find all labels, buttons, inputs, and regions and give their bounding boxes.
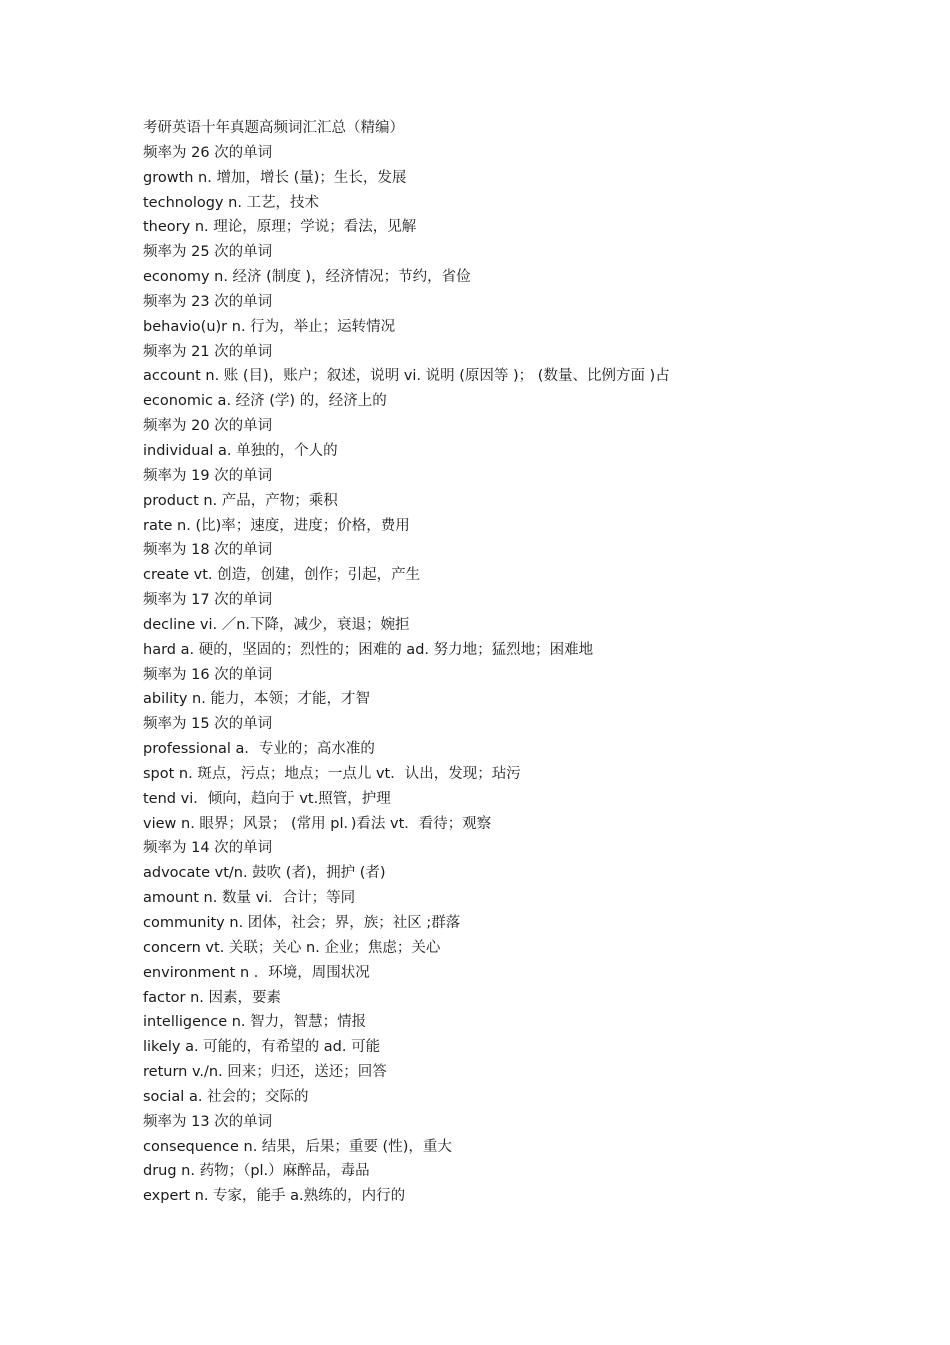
vocabulary-entry: individual a. 单独的，个人的 (143, 442, 338, 459)
vocabulary-entry: drug n. 药物；（pl.）麻醉品，毒品 (143, 1163, 370, 1180)
vocabulary-entry: view n. 眼界；风景； (常用 pl．)看法 vt．看待；观察 (143, 815, 492, 832)
vocabulary-entry: likely a. 可能的，有希望的 ad. 可能 (143, 1039, 381, 1056)
vocabulary-entry: spot n. 斑点，污点；地点；一点儿 vt．认出，发现；玷污 (143, 765, 521, 782)
frequency-heading: 频率为 16 次的单词 (143, 666, 273, 683)
vocabulary-entry: behavio(u)r n. 行为，举止；运转情况 (143, 318, 396, 335)
vocabulary-entry: social a. 社会的；交际的 (143, 1088, 309, 1105)
vocabulary-entry: growth n. 增加，增长 (量)；生长，发展 (143, 169, 407, 186)
vocabulary-entry: hard a. 硬的，坚固的；烈性的；困难的 ad. 努力地；猛烈地；困难地 (143, 641, 594, 658)
vocabulary-entry: concern vt. 关联；关心 n. 企业；焦虑；关心 (143, 939, 441, 956)
vocabulary-entry: decline vi. ／n.下降，减少，衰退；婉拒 (143, 616, 410, 633)
vocabulary-entry: rate n. (比)率；速度，进度；价格，费用 (143, 517, 410, 534)
frequency-heading: 频率为 17 次的单词 (143, 592, 273, 609)
frequency-heading: 频率为 14 次的单词 (143, 840, 273, 857)
frequency-heading: 频率为 13 次的单词 (143, 1113, 273, 1130)
vocabulary-entry: intelligence n. 智力，智慧；情报 (143, 1014, 367, 1031)
frequency-heading: 频率为 20 次的单词 (143, 418, 273, 435)
frequency-heading: 频率为 18 次的单词 (143, 542, 273, 559)
frequency-heading: 频率为 23 次的单词 (143, 293, 273, 310)
frequency-heading: 频率为 25 次的单词 (143, 244, 273, 261)
vocabulary-entry: return v./n. 回来；归还，送还；回答 (143, 1064, 387, 1081)
vocabulary-entry: economic a. 经济 (学) 的，经济上的 (143, 393, 387, 410)
vocabulary-entry: account n. 账 (目)，账户；叙述，说明 vi. 说明 (原因等 )； (数量、比例方面 )占 (143, 368, 670, 385)
vocabulary-entry: tend vi．倾向，趋向于 vt.照管，护理 (143, 790, 391, 807)
vocabulary-entry: environment n ．环境，周围状况 (143, 964, 370, 981)
document-body (143, 116, 923, 1209)
vocabulary-entry: consequence n. 结果，后果；重要 (性)，重大 (143, 1138, 452, 1155)
vocabulary-entry: technology n. 工艺，技术 (143, 194, 320, 211)
frequency-heading: 频率为 21 次的单词 (143, 343, 273, 360)
vocabulary-entry: product n. 产品，产物；乘积 (143, 492, 338, 509)
vocabulary-list (143, 141, 923, 1209)
frequency-heading: 频率为 19 次的单词 (143, 467, 273, 484)
vocabulary-entry: professional a．专业的；高水准的 (143, 741, 375, 758)
frequency-heading: 频率为 15 次的单词 (143, 716, 273, 733)
vocabulary-entry: create vt. 创造，创建，创作；引起，产生 (143, 567, 421, 584)
vocabulary-entry: advocate vt/n. 鼓吹 (者)，拥护 (者) (143, 865, 386, 882)
vocabulary-entry: expert n. 专家，能手 a.熟练的，内行的 (143, 1188, 406, 1205)
vocabulary-entry: amount n. 数量 vi．合计；等同 (143, 890, 356, 907)
document-title: 考研英语十年真题高频词汇汇总（精编） (143, 120, 404, 136)
vocabulary-entry: factor n. 因素，要素 (143, 989, 281, 1006)
vocabulary-entry: community n. 团体，社会；界，族；社区 ;群落 (143, 915, 461, 931)
vocabulary-entry: theory n. 理论，原理；学说；看法，见解 (143, 219, 417, 236)
vocabulary-entry: economy n. 经济 (制度 )，经济情况；节约，省俭 (143, 269, 471, 286)
frequency-heading: 频率为 26 次的单词 (143, 144, 273, 161)
vocabulary-entry: ability n. 能力，本领；才能，才智 (143, 691, 370, 708)
